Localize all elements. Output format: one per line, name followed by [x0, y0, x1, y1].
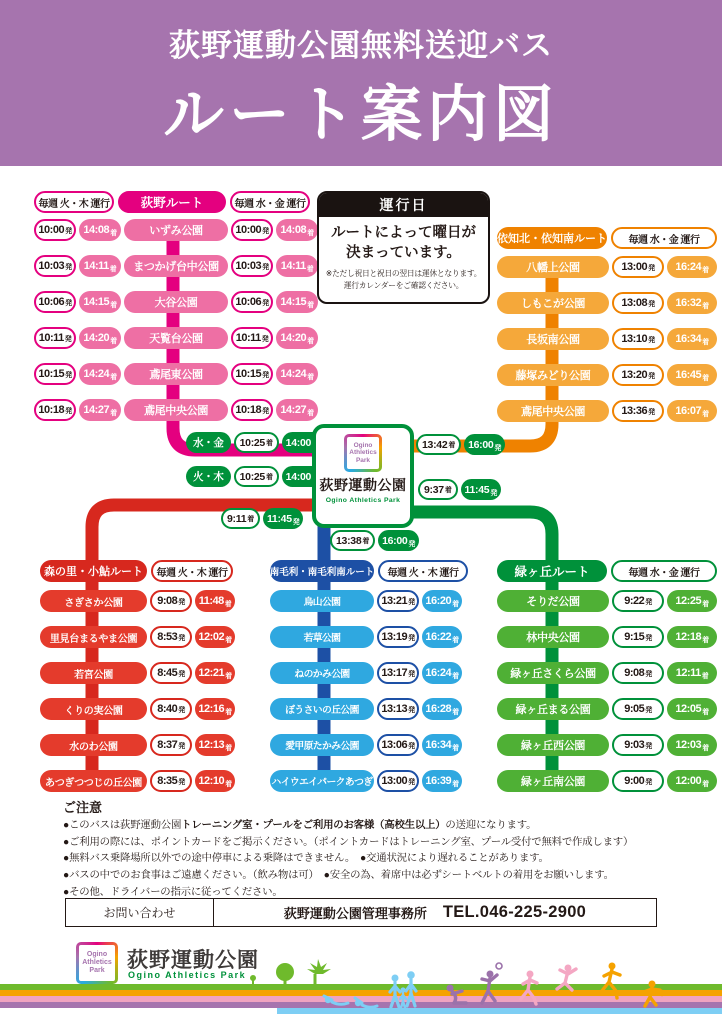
departure-time-pill: 13:08 発	[612, 292, 664, 314]
operating-days-message-2: 決まっています。	[346, 244, 461, 261]
ogino-stop-list	[34, 219, 318, 421]
departure-time-pill: 10:11 発	[34, 327, 76, 349]
stop-name-pill: くりの実公園	[40, 698, 147, 720]
arrival-time-pill: 11:48 着	[195, 590, 235, 612]
stop-row	[40, 662, 235, 684]
stop-row	[270, 590, 462, 612]
flyer-subtitle: 荻野運動公園無料送迎バス	[169, 28, 553, 63]
stop-name-pill: あつぎつつじの丘公園	[40, 770, 147, 792]
echi-stop-list	[497, 256, 717, 422]
departure-time-pill: 13:06 発	[377, 734, 419, 756]
departure-time-pill: 10:03 発	[231, 255, 273, 277]
morinosato-days-pill: 毎週 火・木 運行	[151, 560, 233, 582]
park-arrival-pill: 9:11 着	[221, 508, 260, 529]
departure-time-pill: 8:40 発	[150, 698, 192, 720]
departure-time-pill: 10:18 発	[231, 399, 273, 421]
arrival-time-pill: 12:13 着	[195, 734, 235, 756]
park-arrival-pill: 9:37 着	[418, 479, 458, 500]
midorigaoka-days-pill: 毎週 水・金 運行	[611, 560, 717, 582]
departure-time-pill: 13:20 発	[612, 364, 664, 386]
stop-name-pill: しもこが公園	[497, 292, 609, 314]
park-arrival-pill: 10:25 着	[234, 432, 279, 453]
arrival-time-pill: 14:27 着	[276, 399, 318, 421]
stop-name-pill: 八幡上公園	[497, 256, 609, 278]
stop-row	[34, 363, 318, 385]
stop-name-pill: 烏山公園	[270, 590, 374, 612]
stop-name-pill: 長坂南公園	[497, 328, 609, 350]
arrival-time-pill: 14:24 着	[79, 363, 121, 385]
departure-time-pill: 10:11 発	[231, 327, 273, 349]
park-departure-pill: 14:00	[282, 432, 323, 453]
stop-name-pill: ハイウエイパークあつぎ	[270, 770, 374, 792]
arrival-time-pill: 12:11 着	[667, 662, 717, 684]
route-echi-header	[497, 227, 717, 249]
park-times-wed-fri	[186, 432, 323, 453]
stop-row	[497, 626, 717, 648]
route-morinosato-header	[40, 560, 235, 582]
stop-name-pill: 緑ヶ丘さくら公園	[497, 662, 609, 684]
stop-name-pill: 藤塚みどり公園	[497, 364, 609, 386]
route-morinosato	[40, 560, 235, 792]
palm-tree-icon	[307, 959, 331, 986]
echi-days-pill: 毎週 水・金 運行	[611, 227, 717, 249]
stop-row	[497, 256, 717, 278]
stop-row	[497, 590, 717, 612]
park-departure-pill: 16:00 発	[378, 530, 419, 551]
footer-park-name-en: Ogino Athletics Park	[128, 970, 247, 980]
arrival-time-pill: 14:20 着	[276, 327, 318, 349]
footer-park-name: 荻野運動公園	[127, 949, 259, 972]
departure-time-pill: 13:19 発	[377, 626, 419, 648]
departure-time-pill: 9:22 発	[612, 590, 664, 612]
stop-name-pill: 大谷公園	[124, 291, 228, 313]
stop-row	[497, 662, 717, 684]
stop-name-pill: まつかげ台中公園	[124, 255, 228, 277]
stop-row	[270, 626, 462, 648]
park-name: 荻野運動公園	[319, 477, 407, 493]
stop-row	[497, 770, 717, 792]
departure-time-pill: 13:13 発	[377, 698, 419, 720]
departure-time-pill: 10:00 発	[231, 219, 273, 241]
stop-row	[40, 626, 235, 648]
operating-days-note-2: 運行カレンダーをご確認ください。	[343, 280, 464, 290]
arrival-time-pill: 12:02 着	[195, 626, 235, 648]
stop-row	[34, 255, 318, 277]
departure-time-pill: 9:08 発	[612, 662, 664, 684]
park-times-minamimori	[330, 530, 419, 551]
arrival-time-pill: 12:16 着	[195, 698, 235, 720]
notice-line-4: ●バスの中でのお食事はご遠慮ください。（飲み物は可） ●安全の為、着席中は必ずシートベルトの着用をお願いします。	[63, 869, 614, 881]
minamimori-stop-list	[270, 590, 462, 792]
departure-time-pill: 10:15 発	[34, 363, 76, 385]
route-ogino-header	[34, 191, 318, 213]
runner-icon	[521, 971, 537, 1005]
stop-name-pill: 鳶尾東公園	[124, 363, 228, 385]
stop-row	[40, 770, 235, 792]
notice-line-1: ●このバスは荻野運動公園トレーニング室・プールをご利用のお客様（高校生以上）の送迎になります。	[63, 820, 537, 831]
arrival-time-pill: 14:20 着	[79, 327, 121, 349]
stop-row	[34, 399, 318, 421]
stop-name-pill: 水のわ公園	[40, 734, 147, 756]
arrival-time-pill: 16:45 着	[667, 364, 717, 386]
departure-time-pill: 9:03 発	[612, 734, 664, 756]
park-times-echi	[416, 434, 505, 455]
stop-row	[34, 219, 318, 241]
stop-name-pill: 愛甲原たかみ公園	[270, 734, 374, 756]
morinosato-route-name-pill: 森の里・小鮎ルート	[40, 560, 147, 582]
operating-days-message-1: ルートによって曜日が	[331, 225, 476, 241]
notice-line-5: ●その他、ドライバーの指示に従ってください。	[63, 886, 283, 898]
stop-row	[497, 698, 717, 720]
park-arrival-pill: 13:38 着	[330, 530, 375, 551]
arrival-time-pill: 14:08 着	[79, 219, 121, 241]
departure-time-pill: 10:15 発	[231, 363, 273, 385]
stop-row	[497, 734, 717, 756]
runner-icon	[601, 963, 620, 999]
notice-title: ご注意	[63, 800, 103, 815]
contact-bar	[65, 898, 657, 927]
stop-name-pill: ねのかみ公園	[270, 662, 374, 684]
arrival-time-pill: 14:11 着	[79, 255, 121, 277]
arrival-time-pill: 12:03 着	[667, 734, 717, 756]
arrival-time-pill: 14:27 着	[79, 399, 121, 421]
arrival-time-pill: 16:07 着	[667, 400, 717, 422]
arrival-time-pill: 16:22 着	[422, 626, 462, 648]
park-hub-box	[312, 424, 414, 528]
route-midorigaoka	[497, 560, 717, 792]
midorigaoka-route-name-pill: 緑ヶ丘ルート	[497, 560, 607, 582]
stop-row	[497, 328, 717, 350]
arrival-time-pill: 16:34 着	[667, 328, 717, 350]
stop-name-pill: 里見台まるやま公園	[40, 626, 147, 648]
stop-row	[270, 770, 462, 792]
route-midorigaoka-header	[497, 560, 717, 582]
stop-name-pill: 緑ヶ丘まる公園	[497, 698, 609, 720]
arrival-time-pill: 16:28 着	[422, 698, 462, 720]
arrival-time-pill: 16:24 着	[422, 662, 462, 684]
arrival-time-pill: 14:15 着	[79, 291, 121, 313]
stop-row	[34, 291, 318, 313]
departure-time-pill: 8:53 発	[150, 626, 192, 648]
arrival-time-pill: 16:32 着	[667, 292, 717, 314]
stop-row	[497, 400, 717, 422]
stop-row	[497, 364, 717, 386]
arrival-time-pill: 14:08 着	[276, 219, 318, 241]
tree-icon	[276, 963, 294, 986]
contact-label: お問い合わせ	[66, 899, 214, 926]
stop-row	[270, 662, 462, 684]
flyer-title: ルート案内図	[162, 80, 559, 148]
jumping-person-icon	[557, 965, 576, 991]
route-minamimori-header	[270, 560, 462, 582]
stop-name-pill: 緑ヶ丘南公園	[497, 770, 609, 792]
departure-time-pill: 13:21 発	[377, 590, 419, 612]
arrival-time-pill: 12:00 着	[667, 770, 717, 792]
departure-time-pill: 9:05 発	[612, 698, 664, 720]
stop-name-pill: そりだ公園	[497, 590, 609, 612]
park-departure-pill: 14:00	[282, 466, 323, 487]
departure-time-pill: 13:00 発	[377, 770, 419, 792]
midorigaoka-stop-list	[497, 590, 717, 792]
arrival-time-pill: 16:34 着	[422, 734, 462, 756]
stop-name-pill: 鳶尾中央公園	[124, 399, 228, 421]
arrival-time-pill: 16:39 着	[422, 770, 462, 792]
park-name-en: Ogino Athletics Park	[325, 497, 401, 504]
stop-name-pill: 若宮公園	[40, 662, 147, 684]
family-icon	[390, 971, 416, 1008]
minamimori-route-name-pill: 南毛利・南毛利南ルート	[270, 560, 374, 582]
arrival-time-pill: 12:05 着	[667, 698, 717, 720]
sports-silhouettes	[228, 938, 722, 1014]
departure-time-pill: 10:06 発	[34, 291, 76, 313]
stop-name-pill: さぎさか公園	[40, 590, 147, 612]
stop-row	[40, 698, 235, 720]
arrival-time-pill: 12:21 着	[195, 662, 235, 684]
stop-name-pill: 若草公園	[270, 626, 374, 648]
route-ogino	[34, 191, 318, 421]
tue-thu-day-pill: 火・木	[186, 466, 231, 487]
departure-time-pill: 8:35 発	[150, 770, 192, 792]
departure-time-pill: 13:36 発	[612, 400, 664, 422]
departure-time-pill: 10:03 発	[34, 255, 76, 277]
departure-time-pill: 13:10 発	[612, 328, 664, 350]
arrival-time-pill: 16:20 着	[422, 590, 462, 612]
stop-name-pill: ぼうさいの丘公園	[270, 698, 374, 720]
ogino-days-right-pill: 毎週 水・金 運行	[230, 191, 310, 213]
arrival-time-pill: 14:11 着	[276, 255, 318, 277]
park-times-morinosato	[221, 508, 303, 529]
park-times-midorigaoka	[418, 479, 501, 500]
stop-row	[40, 734, 235, 756]
stop-name-pill: 鳶尾中央公園	[497, 400, 609, 422]
route-echi	[497, 227, 717, 422]
stop-row	[270, 734, 462, 756]
departure-time-pill: 9:15 発	[612, 626, 664, 648]
departure-time-pill: 10:00 発	[34, 219, 76, 241]
operating-days-box	[317, 191, 490, 304]
stop-row	[34, 327, 318, 349]
park-departure-pill: 11:45 発	[461, 479, 501, 500]
arrival-time-pill: 12:18 着	[667, 626, 717, 648]
departure-time-pill: 9:00 発	[612, 770, 664, 792]
ogino-route-name-pill: 荻野ルート	[118, 191, 226, 213]
morinosato-stop-list	[40, 590, 235, 792]
park-departure-pill: 16:00 発	[464, 434, 505, 455]
stop-name-pill: 林中央公園	[497, 626, 609, 648]
tennis-player-icon	[482, 963, 502, 1003]
ogino-days-left-pill: 毎週 火・木 運行	[34, 191, 114, 213]
departure-time-pill: 8:45 発	[150, 662, 192, 684]
departure-time-pill: 8:37 発	[150, 734, 192, 756]
echi-route-name-pill: 依知北・依知南ルート	[497, 227, 607, 249]
notice-line-3: ●無料バス乗降場所以外での途中停車による乗降はできません。 ●交通状況により遅れることがあります。	[63, 853, 549, 865]
stop-name-pill: いずみ公園	[124, 219, 228, 241]
contact-phone: TEL.046-225-2900	[442, 903, 587, 921]
arrival-time-pill: 16:24 着	[667, 256, 717, 278]
footer-park-logo-icon: Ogino Athletics Park	[76, 942, 118, 984]
park-arrival-pill: 13:42 着	[416, 434, 461, 455]
arrival-time-pill: 14:15 着	[276, 291, 318, 313]
minamimori-days-pill: 毎週 火・木 運行	[378, 560, 468, 582]
stop-name-pill: 天覧台公園	[124, 327, 228, 349]
contact-office: 荻野運動公園管理事務所	[283, 906, 427, 921]
basketball-player-icon	[644, 981, 665, 1007]
park-departure-pill: 11:45 発	[263, 508, 303, 529]
departure-time-pill: 13:00 発	[612, 256, 664, 278]
sprout-icon	[250, 975, 256, 986]
notice-line-2: ●ご利用の際には、ポイントカードをご掲示ください。（ポイントカードはトレーニング室、プール受付で無料で作成します）	[63, 836, 634, 848]
wed-fri-day-pill: 水・金	[186, 432, 231, 453]
arrival-time-pill: 12:10 着	[195, 770, 235, 792]
departure-time-pill: 10:18 発	[34, 399, 76, 421]
operating-days-title: 運行日	[319, 193, 488, 217]
arrival-time-pill: 12:25 着	[667, 590, 717, 612]
arrival-time-pill: 14:24 着	[276, 363, 318, 385]
park-arrival-pill: 10:25 着	[234, 466, 279, 487]
stop-name-pill: 緑ヶ丘西公園	[497, 734, 609, 756]
swimmer-icon	[355, 998, 377, 1007]
departure-time-pill: 13:17 発	[377, 662, 419, 684]
stop-row	[497, 292, 717, 314]
stop-row	[40, 590, 235, 612]
departure-time-pill: 9:08 発	[150, 590, 192, 612]
ogino-park-logo-icon: Ogino Athletics Park	[344, 434, 382, 472]
park-times-tue-thu	[186, 466, 323, 487]
swimmer-icon	[324, 996, 348, 1004]
departure-time-pill: 10:06 発	[231, 291, 273, 313]
route-minamimori	[270, 560, 462, 792]
stop-row	[270, 698, 462, 720]
stretching-person-icon	[447, 985, 467, 1004]
operating-days-note-1: ※ただし祝日と祝日の翌日は運休となります。	[325, 269, 482, 279]
